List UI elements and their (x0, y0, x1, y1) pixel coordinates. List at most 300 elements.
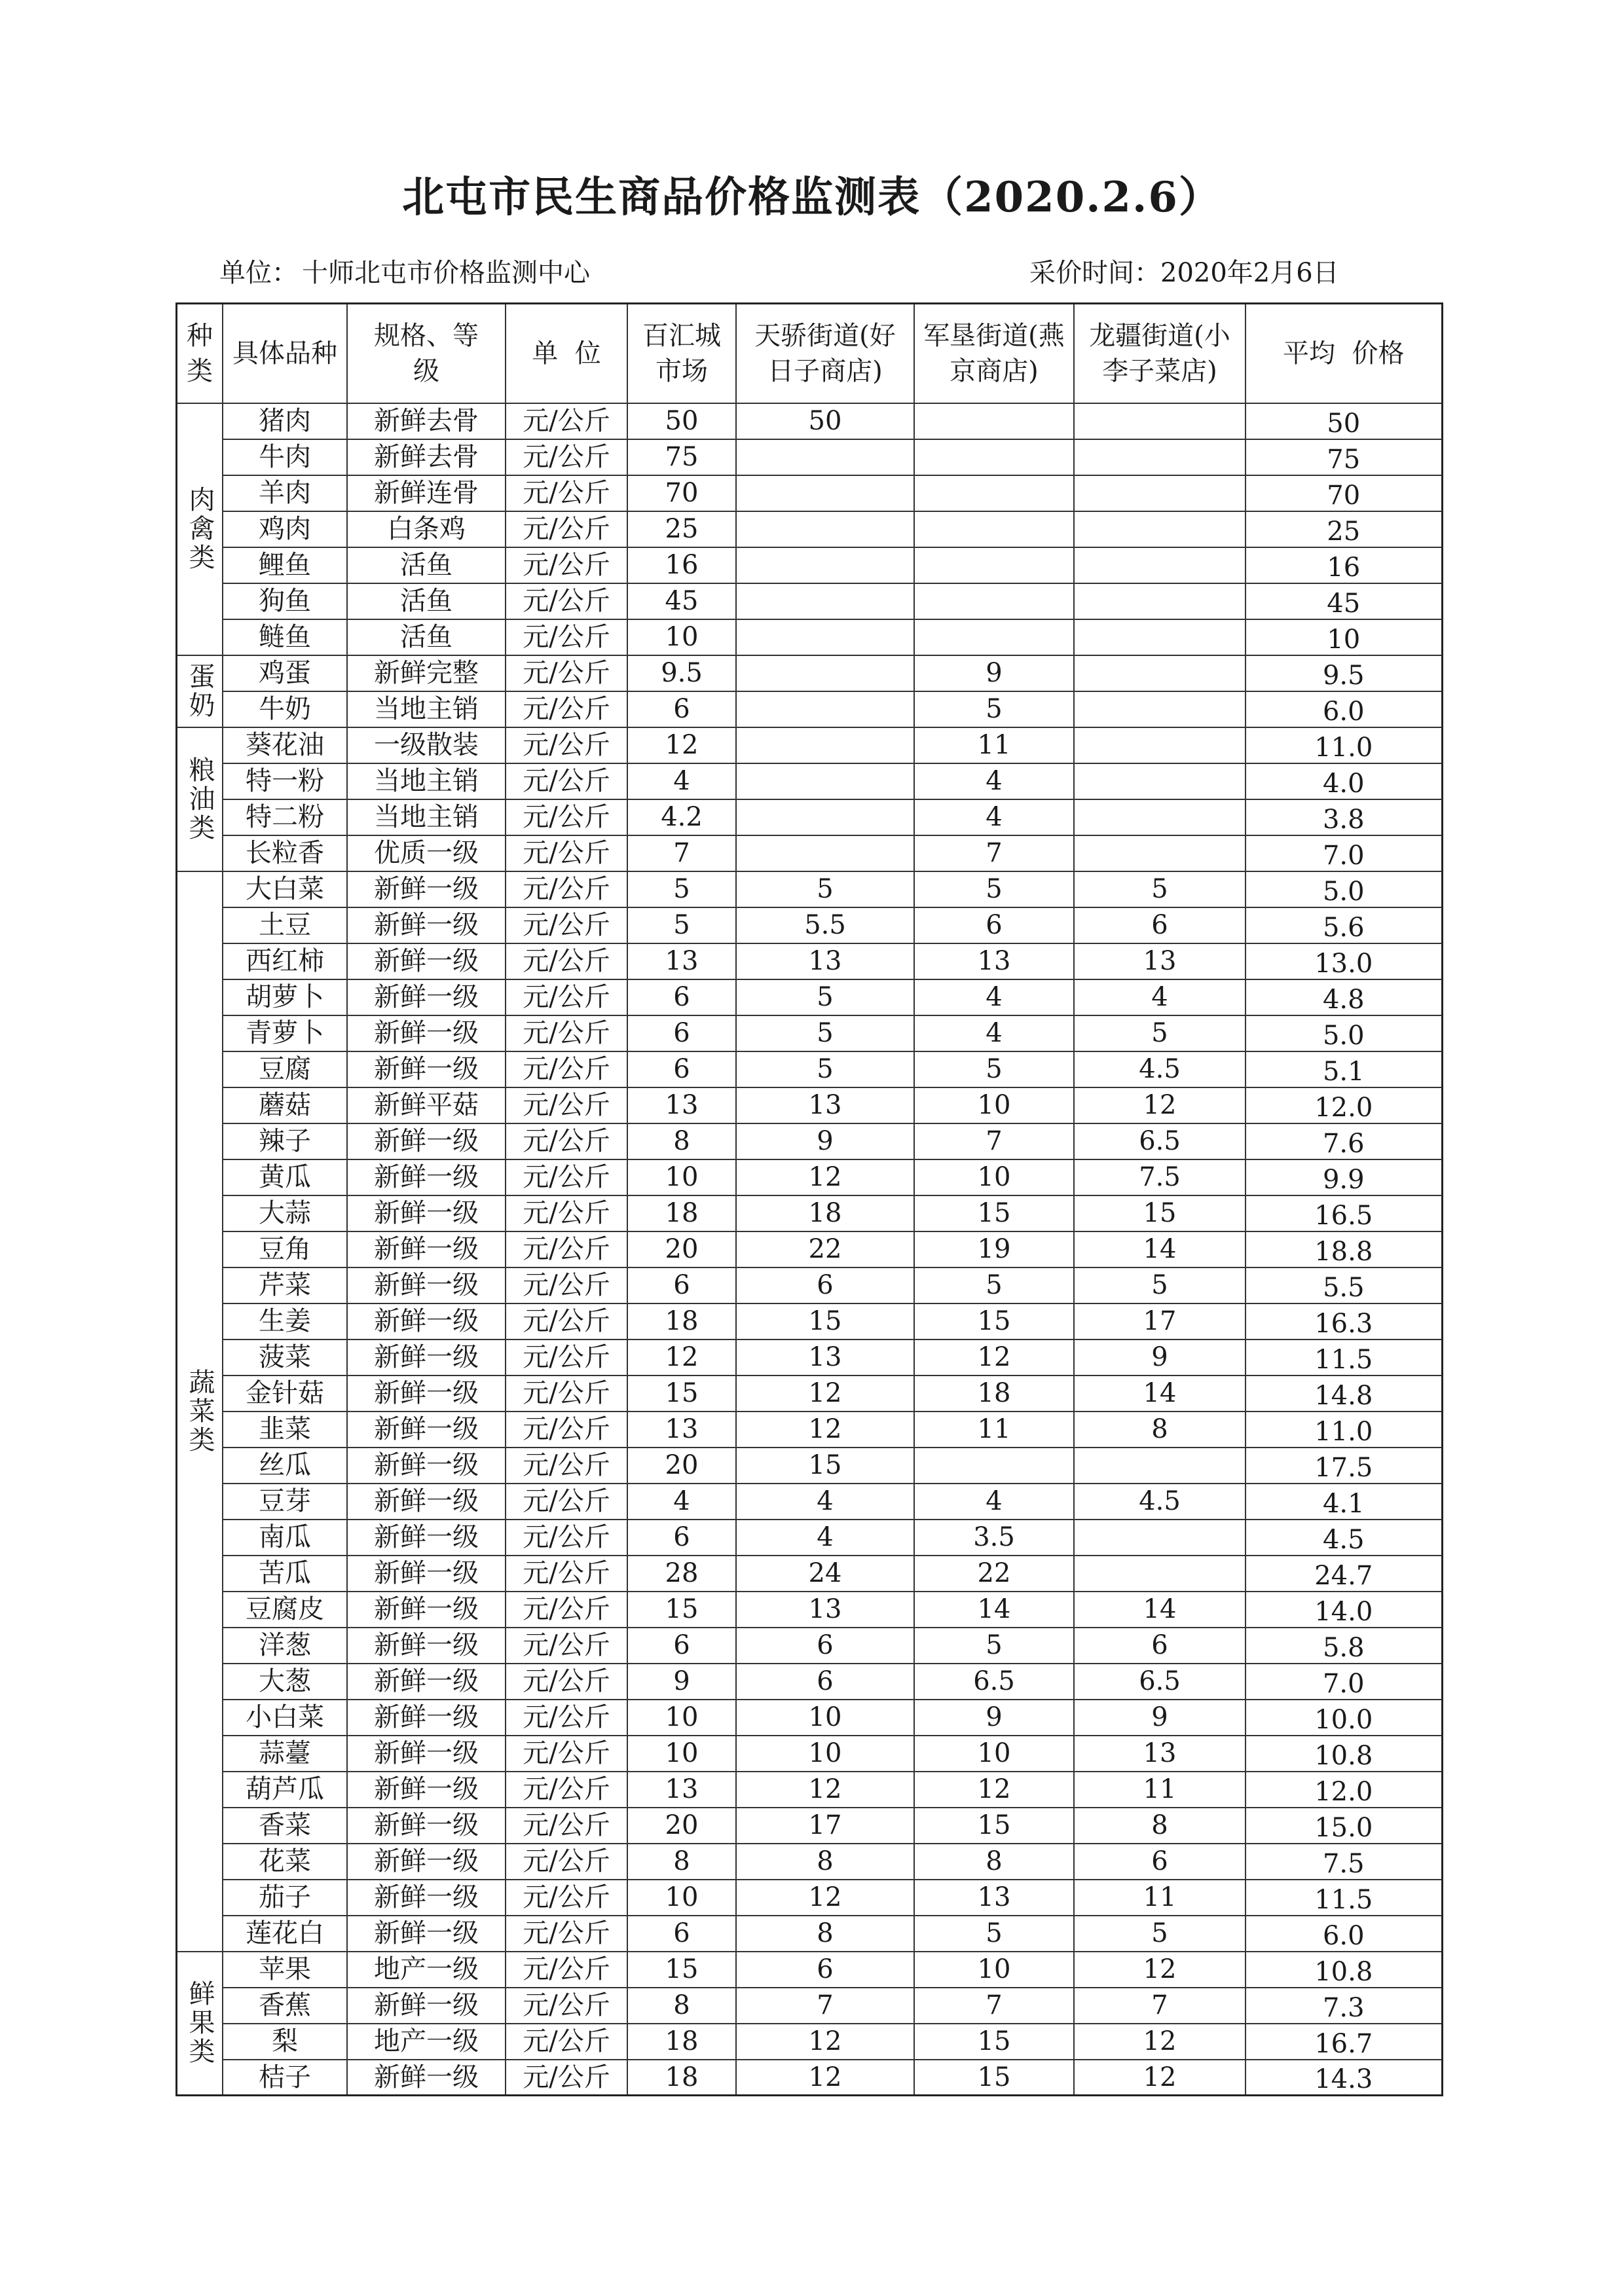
unit-cell: 元/公斤 (506, 943, 627, 979)
unit-cell: 元/公斤 (506, 907, 627, 943)
spec-cell: 新鲜一级 (347, 979, 506, 1015)
spec-cell: 新鲜一级 (347, 1592, 506, 1628)
average-price-cell: 7.0 (1246, 835, 1442, 871)
price-tianjiao-cell (736, 763, 914, 799)
price-junken-cell: 7 (914, 1123, 1074, 1159)
spec-cell: 新鲜一级 (347, 1015, 506, 1051)
average-price-cell: 10.8 (1246, 1952, 1442, 1988)
price-junken-cell: 13 (914, 943, 1074, 979)
price-junken-cell: 15 (914, 1808, 1074, 1844)
price-tianjiao-cell: 12 (736, 1376, 914, 1412)
header-spec: 规格、等级 (347, 304, 506, 403)
average-price-cell: 5.8 (1246, 1628, 1442, 1664)
item-name-cell: 鲢鱼 (223, 619, 347, 655)
unit-cell: 元/公斤 (506, 1051, 627, 1087)
price-longjiang-cell: 12 (1074, 2024, 1246, 2060)
table-row (177, 727, 1443, 763)
table-row (177, 1267, 1443, 1303)
table-row (177, 871, 1443, 907)
spec-cell: 新鲜一级 (347, 1303, 506, 1339)
price-longjiang-cell (1074, 403, 1246, 439)
average-price-cell: 4.5 (1246, 1520, 1442, 1556)
unit-cell: 元/公斤 (506, 835, 627, 871)
unit-cell: 元/公斤 (506, 1231, 627, 1267)
spec-cell: 当地主销 (347, 799, 506, 835)
item-name-cell: 鸡肉 (223, 511, 347, 547)
item-name-cell: 香蕉 (223, 1988, 347, 2024)
spec-cell: 新鲜一级 (347, 2060, 506, 2096)
item-name-cell: 鸡蛋 (223, 655, 347, 691)
price-table (175, 302, 1443, 2096)
item-name-cell: 西红柿 (223, 943, 347, 979)
price-baihuicheng-cell: 15 (627, 1376, 736, 1412)
price-longjiang-cell (1074, 1556, 1246, 1592)
price-longjiang-cell (1074, 547, 1246, 583)
date-value: 2020年2月6日 (1160, 258, 1339, 288)
unit-cell: 元/公斤 (506, 1339, 627, 1376)
price-tianjiao-cell: 12 (736, 1159, 914, 1195)
average-price-cell: 6.0 (1246, 691, 1442, 727)
table-row (177, 1376, 1443, 1412)
average-price-cell: 7.0 (1246, 1664, 1442, 1700)
header-row (177, 304, 1443, 403)
price-tianjiao-cell: 15 (736, 1303, 914, 1339)
price-tianjiao-cell: 5 (736, 1015, 914, 1051)
spec-cell: 新鲜完整 (347, 655, 506, 691)
item-name-cell: 大葱 (223, 1664, 347, 1700)
item-name-cell: 胡萝卜 (223, 979, 347, 1015)
price-longjiang-cell: 13 (1074, 1736, 1246, 1772)
price-longjiang-cell: 14 (1074, 1592, 1246, 1628)
header-market-longjiang: 龙疆街道(小李子菜店) (1074, 304, 1246, 403)
price-junken-cell: 5 (914, 1916, 1074, 1952)
price-tianjiao-cell (736, 691, 914, 727)
price-baihuicheng-cell: 7 (627, 835, 736, 871)
price-tianjiao-cell (736, 439, 914, 475)
spec-cell: 新鲜一级 (347, 1736, 506, 1772)
price-longjiang-cell (1074, 583, 1246, 619)
price-tianjiao-cell: 12 (736, 1772, 914, 1808)
table-row (177, 1916, 1443, 1952)
unit-cell: 元/公斤 (506, 1628, 627, 1664)
price-baihuicheng-cell: 8 (627, 1123, 736, 1159)
price-baihuicheng-cell: 12 (627, 1339, 736, 1376)
table-row (177, 979, 1443, 1015)
price-tianjiao-cell: 6 (736, 1664, 914, 1700)
item-name-cell: 菠菜 (223, 1339, 347, 1376)
unit-cell: 元/公斤 (506, 1448, 627, 1484)
item-name-cell: 苹果 (223, 1952, 347, 1988)
spec-cell: 新鲜一级 (347, 1664, 506, 1700)
spec-cell: 新鲜一级 (347, 1051, 506, 1087)
spec-cell: 新鲜一级 (347, 1195, 506, 1231)
price-baihuicheng-cell: 50 (627, 403, 736, 439)
item-name-cell: 芹菜 (223, 1267, 347, 1303)
spec-cell: 白条鸡 (347, 511, 506, 547)
average-price-cell: 7.5 (1246, 1844, 1442, 1880)
price-longjiang-cell: 6 (1074, 1844, 1246, 1880)
price-tianjiao-cell: 10 (736, 1700, 914, 1736)
spec-cell: 一级散装 (347, 727, 506, 763)
price-tianjiao-cell: 4 (736, 1520, 914, 1556)
price-junken-cell (914, 1448, 1074, 1484)
price-baihuicheng-cell: 9 (627, 1664, 736, 1700)
price-longjiang-cell: 5 (1074, 1267, 1246, 1303)
item-name-cell: 黄瓜 (223, 1159, 347, 1195)
item-name-cell: 牛肉 (223, 439, 347, 475)
unit-cell: 元/公斤 (506, 547, 627, 583)
spec-cell: 当地主销 (347, 691, 506, 727)
unit-cell: 元/公斤 (506, 1736, 627, 1772)
average-price-cell: 5.1 (1246, 1051, 1442, 1087)
table-row (177, 1448, 1443, 1484)
item-name-cell: 辣子 (223, 1123, 347, 1159)
average-price-cell: 6.0 (1246, 1916, 1442, 1952)
average-price-cell: 45 (1246, 583, 1442, 619)
price-longjiang-cell: 7.5 (1074, 1159, 1246, 1195)
average-price-cell: 10.0 (1246, 1700, 1442, 1736)
price-baihuicheng-cell: 15 (627, 1592, 736, 1628)
price-baihuicheng-cell: 12 (627, 727, 736, 763)
item-name-cell: 大蒜 (223, 1195, 347, 1231)
item-name-cell: 洋葱 (223, 1628, 347, 1664)
price-longjiang-cell (1074, 475, 1246, 511)
unit-cell: 元/公斤 (506, 403, 627, 439)
price-longjiang-cell (1074, 439, 1246, 475)
price-junken-cell: 5 (914, 1051, 1074, 1087)
unit-cell: 元/公斤 (506, 1844, 627, 1880)
price-longjiang-cell: 9 (1074, 1339, 1246, 1376)
item-name-cell: 豆腐 (223, 1051, 347, 1087)
table-body (177, 403, 1443, 2096)
average-price-cell: 18.8 (1246, 1231, 1442, 1267)
price-tianjiao-cell (736, 799, 914, 835)
price-longjiang-cell (1074, 511, 1246, 547)
item-name-cell: 小白菜 (223, 1700, 347, 1736)
table-row (177, 1556, 1443, 1592)
spec-cell: 新鲜一级 (347, 1267, 506, 1303)
unit-cell: 元/公斤 (506, 1195, 627, 1231)
unit-cell: 元/公斤 (506, 1015, 627, 1051)
price-baihuicheng-cell: 4 (627, 1484, 736, 1520)
spec-cell: 新鲜一级 (347, 1231, 506, 1267)
price-longjiang-cell: 12 (1074, 1952, 1246, 1988)
spec-cell: 新鲜一级 (347, 1808, 506, 1844)
price-tianjiao-cell: 12 (736, 2060, 914, 2096)
unit-cell: 元/公斤 (506, 1123, 627, 1159)
table-row (177, 511, 1443, 547)
spec-cell: 新鲜一级 (347, 871, 506, 907)
price-junken-cell: 15 (914, 2024, 1074, 2060)
item-name-cell: 葫芦瓜 (223, 1772, 347, 1808)
price-baihuicheng-cell: 8 (627, 1844, 736, 1880)
price-junken-cell: 5 (914, 1628, 1074, 1664)
unit-line (219, 257, 590, 289)
unit-cell: 元/公斤 (506, 1664, 627, 1700)
average-price-cell: 10 (1246, 619, 1442, 655)
price-longjiang-cell: 12 (1074, 1087, 1246, 1123)
unit-cell: 元/公斤 (506, 727, 627, 763)
price-longjiang-cell: 6.5 (1074, 1123, 1246, 1159)
price-junken-cell: 19 (914, 1231, 1074, 1267)
item-name-cell: 长粒香 (223, 835, 347, 871)
unit-value: 十师北屯市价格监测中心 (302, 258, 590, 288)
spec-cell: 新鲜连骨 (347, 475, 506, 511)
average-price-cell: 14.8 (1246, 1376, 1442, 1412)
price-baihuicheng-cell: 18 (627, 2060, 736, 2096)
price-tianjiao-cell: 12 (736, 1412, 914, 1448)
price-longjiang-cell (1074, 835, 1246, 871)
price-tianjiao-cell: 22 (736, 1231, 914, 1267)
price-baihuicheng-cell: 15 (627, 1952, 736, 1988)
unit-cell: 元/公斤 (506, 1916, 627, 1952)
price-longjiang-cell: 5 (1074, 1916, 1246, 1952)
unit-cell: 元/公斤 (506, 1808, 627, 1844)
price-tianjiao-cell: 6 (736, 1952, 914, 1988)
price-baihuicheng-cell: 6 (627, 979, 736, 1015)
table-row (177, 475, 1443, 511)
price-junken-cell (914, 403, 1074, 439)
table-row (177, 439, 1443, 475)
price-baihuicheng-cell: 8 (627, 1988, 736, 2024)
price-junken-cell: 6 (914, 907, 1074, 943)
price-baihuicheng-cell: 9.5 (627, 655, 736, 691)
price-tianjiao-cell: 5 (736, 1051, 914, 1087)
price-longjiang-cell: 4 (1074, 979, 1246, 1015)
price-tianjiao-cell: 15 (736, 1448, 914, 1484)
price-tianjiao-cell (736, 835, 914, 871)
item-name-cell: 韭菜 (223, 1412, 347, 1448)
table-row (177, 1159, 1443, 1195)
item-name-cell: 莲花白 (223, 1916, 347, 1952)
item-name-cell: 丝瓜 (223, 1448, 347, 1484)
price-tianjiao-cell: 5 (736, 871, 914, 907)
unit-cell: 元/公斤 (506, 1592, 627, 1628)
average-price-cell: 14.0 (1246, 1592, 1442, 1628)
price-longjiang-cell: 6.5 (1074, 1664, 1246, 1700)
average-price-cell: 7.3 (1246, 1988, 1442, 2024)
unit-cell: 元/公斤 (506, 1376, 627, 1412)
price-tianjiao-cell: 13 (736, 1592, 914, 1628)
category-cell: 粮油类 (177, 727, 223, 871)
average-price-cell: 16.3 (1246, 1303, 1442, 1339)
price-baihuicheng-cell: 6 (627, 1520, 736, 1556)
unit-cell: 元/公斤 (506, 763, 627, 799)
spec-cell: 活鱼 (347, 583, 506, 619)
unit-cell: 元/公斤 (506, 1520, 627, 1556)
average-price-cell: 16 (1246, 547, 1442, 583)
price-baihuicheng-cell: 28 (627, 1556, 736, 1592)
category-cell: 肉禽类 (177, 403, 223, 655)
spec-cell: 新鲜一级 (347, 1880, 506, 1916)
unit-cell: 元/公斤 (506, 2060, 627, 2096)
item-name-cell: 梨 (223, 2024, 347, 2060)
price-baihuicheng-cell: 6 (627, 1051, 736, 1087)
average-price-cell: 25 (1246, 511, 1442, 547)
item-name-cell: 南瓜 (223, 1520, 347, 1556)
price-junken-cell (914, 511, 1074, 547)
unit-cell: 元/公斤 (506, 583, 627, 619)
item-name-cell: 蘑菇 (223, 1087, 347, 1123)
average-price-cell: 50 (1246, 403, 1442, 439)
price-junken-cell: 8 (914, 1844, 1074, 1880)
price-junken-cell: 9 (914, 1700, 1074, 1736)
table-row (177, 1412, 1443, 1448)
spec-cell: 新鲜一级 (347, 1844, 506, 1880)
unit-cell: 元/公斤 (506, 1700, 627, 1736)
price-junken-cell: 7 (914, 835, 1074, 871)
spec-cell: 新鲜一级 (347, 1700, 506, 1736)
table-row (177, 1051, 1443, 1087)
table-row (177, 799, 1443, 835)
price-junken-cell: 4 (914, 799, 1074, 835)
price-longjiang-cell: 14 (1074, 1376, 1246, 1412)
item-name-cell: 生姜 (223, 1303, 347, 1339)
header-market-tianjiao: 天骄街道(好日子商店) (736, 304, 914, 403)
spec-cell: 新鲜一级 (347, 943, 506, 979)
spec-cell: 新鲜一级 (347, 1339, 506, 1376)
table-row (177, 943, 1443, 979)
item-name-cell: 苦瓜 (223, 1556, 347, 1592)
price-longjiang-cell: 15 (1074, 1195, 1246, 1231)
price-baihuicheng-cell: 13 (627, 1087, 736, 1123)
price-longjiang-cell (1074, 619, 1246, 655)
price-junken-cell: 10 (914, 1087, 1074, 1123)
unit-cell: 元/公斤 (506, 1159, 627, 1195)
price-junken-cell (914, 583, 1074, 619)
unit-cell: 元/公斤 (506, 1988, 627, 2024)
average-price-cell: 13.0 (1246, 943, 1442, 979)
unit-cell: 元/公斤 (506, 511, 627, 547)
unit-label: 单位： (219, 258, 298, 288)
price-junken-cell: 5 (914, 871, 1074, 907)
average-price-cell: 5.0 (1246, 871, 1442, 907)
item-name-cell: 葵花油 (223, 727, 347, 763)
table-row (177, 835, 1443, 871)
table-row (177, 1087, 1443, 1123)
item-name-cell: 大白菜 (223, 871, 347, 907)
price-longjiang-cell (1074, 763, 1246, 799)
spec-cell: 新鲜去骨 (347, 403, 506, 439)
unit-cell: 元/公斤 (506, 871, 627, 907)
price-junken-cell: 15 (914, 1195, 1074, 1231)
table-row (177, 763, 1443, 799)
price-tianjiao-cell: 6 (736, 1628, 914, 1664)
price-junken-cell: 14 (914, 1592, 1074, 1628)
price-junken-cell: 3.5 (914, 1520, 1074, 1556)
price-tianjiao-cell (736, 655, 914, 691)
average-price-cell: 12.0 (1246, 1087, 1442, 1123)
price-tianjiao-cell: 5 (736, 979, 914, 1015)
price-baihuicheng-cell: 5 (627, 871, 736, 907)
spec-cell: 新鲜一级 (347, 1556, 506, 1592)
price-baihuicheng-cell: 4.2 (627, 799, 736, 835)
price-junken-cell: 4 (914, 763, 1074, 799)
average-price-cell: 5.0 (1246, 1015, 1442, 1051)
header-market-baihuicheng: 百汇城市场 (627, 304, 736, 403)
average-price-cell: 9.9 (1246, 1159, 1442, 1195)
table-row (177, 1664, 1443, 1700)
price-baihuicheng-cell: 13 (627, 1772, 736, 1808)
spec-cell: 新鲜一级 (347, 1448, 506, 1484)
category-cell: 蔬菜类 (177, 871, 223, 1952)
item-name-cell: 土豆 (223, 907, 347, 943)
spec-cell: 新鲜一级 (347, 1484, 506, 1520)
price-junken-cell: 11 (914, 727, 1074, 763)
unit-cell: 元/公斤 (506, 1556, 627, 1592)
unit-cell: 元/公斤 (506, 691, 627, 727)
item-name-cell: 花菜 (223, 1844, 347, 1880)
price-junken-cell: 10 (914, 1952, 1074, 1988)
price-longjiang-cell: 8 (1074, 1808, 1246, 1844)
table-row (177, 1484, 1443, 1520)
table-row (177, 1195, 1443, 1231)
price-tianjiao-cell: 4 (736, 1484, 914, 1520)
spec-cell: 新鲜一级 (347, 1772, 506, 1808)
price-junken-cell (914, 475, 1074, 511)
average-price-cell: 11.0 (1246, 727, 1442, 763)
spec-cell: 新鲜一级 (347, 1376, 506, 1412)
price-junken-cell: 13 (914, 1880, 1074, 1916)
price-baihuicheng-cell: 18 (627, 1303, 736, 1339)
unit-cell: 元/公斤 (506, 2024, 627, 2060)
spec-cell: 新鲜一级 (347, 1123, 506, 1159)
price-baihuicheng-cell: 25 (627, 511, 736, 547)
spec-cell: 新鲜一级 (347, 1988, 506, 2024)
price-tianjiao-cell: 13 (736, 1087, 914, 1123)
spec-cell: 新鲜一级 (347, 1159, 506, 1195)
table-row (177, 403, 1443, 439)
table-row (177, 547, 1443, 583)
price-tianjiao-cell: 8 (736, 1844, 914, 1880)
price-longjiang-cell (1074, 727, 1246, 763)
item-name-cell: 牛奶 (223, 691, 347, 727)
average-price-cell: 16.7 (1246, 2024, 1442, 2060)
price-tianjiao-cell: 7 (736, 1988, 914, 2024)
spec-cell: 地产一级 (347, 2024, 506, 2060)
header-unit: 单 位 (506, 304, 627, 403)
price-tianjiao-cell: 13 (736, 943, 914, 979)
price-tianjiao-cell: 5.5 (736, 907, 914, 943)
unit-cell: 元/公斤 (506, 439, 627, 475)
table-row (177, 619, 1443, 655)
price-baihuicheng-cell: 20 (627, 1448, 736, 1484)
price-baihuicheng-cell: 75 (627, 439, 736, 475)
spec-cell: 新鲜一级 (347, 1412, 506, 1448)
spec-cell: 当地主销 (347, 763, 506, 799)
item-name-cell: 羊肉 (223, 475, 347, 511)
price-tianjiao-cell: 13 (736, 1339, 914, 1376)
table-row (177, 1015, 1443, 1051)
header-market-junken: 军垦街道(燕京商店) (914, 304, 1074, 403)
price-baihuicheng-cell: 10 (627, 1880, 736, 1916)
average-price-cell: 10.8 (1246, 1736, 1442, 1772)
average-price-cell: 70 (1246, 475, 1442, 511)
spec-cell: 新鲜一级 (347, 1520, 506, 1556)
table-row (177, 1628, 1443, 1664)
price-junken-cell: 10 (914, 1736, 1074, 1772)
average-price-cell: 4.0 (1246, 763, 1442, 799)
price-longjiang-cell: 14 (1074, 1231, 1246, 1267)
table-row (177, 1520, 1443, 1556)
header-average-price: 平均 价格 (1246, 304, 1442, 403)
price-junken-cell: 15 (914, 1303, 1074, 1339)
price-longjiang-cell: 11 (1074, 1880, 1246, 1916)
price-baihuicheng-cell: 4 (627, 763, 736, 799)
price-junken-cell: 5 (914, 1267, 1074, 1303)
price-baihuicheng-cell: 6 (627, 691, 736, 727)
average-price-cell: 75 (1246, 439, 1442, 475)
